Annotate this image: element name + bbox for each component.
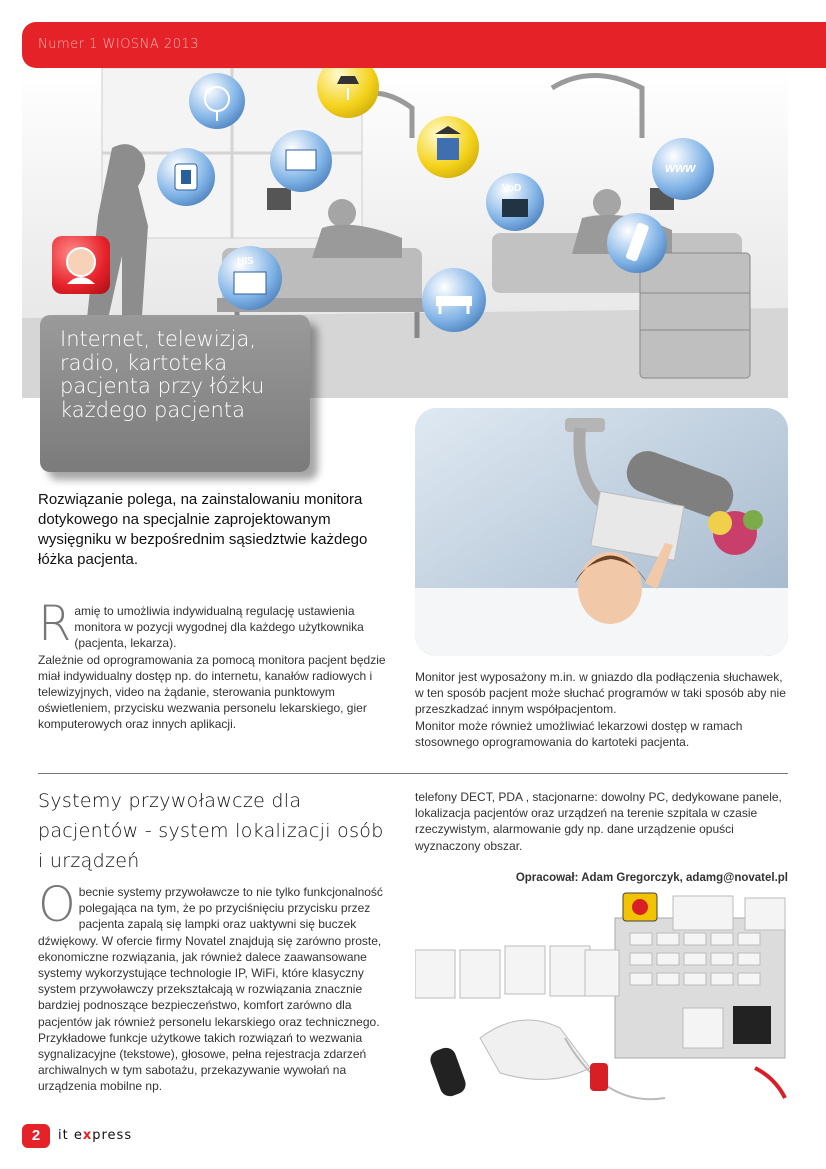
author-credit: Opracował: Adam Gregorczyk, adamg@novatel.pl xyxy=(515,872,788,884)
nurse-call-icon xyxy=(52,236,110,294)
www-icon xyxy=(652,138,714,200)
monitor-icon xyxy=(270,130,332,192)
section-title: Systemy przywoławcze dla pacjentów - system lokalizacji osób i urządzeń xyxy=(38,790,384,872)
lead-paragraph: Rozwiązanie polega, na zainstalowaniu monitora dotykowego na specjalnie zaprojektowanym wysięgniku w bezpośrednim sąsiedztwie każdego łóżka pacjenta. xyxy=(38,491,368,568)
dropcap-2: O xyxy=(38,877,76,933)
www-icon-label: www xyxy=(665,160,696,175)
body-text-1-para2: Zależnie od oprogramowania za pomocą monitora pacjent będzie miał indywidualny dostęp np. do internetu, kanałów radiowych i telewizyjnych, video na żądanie, sterowania punktowym oświetleniem, przycisku wezwania personelu lekarskiego, gier komputerowych oraz innych aplikacji. xyxy=(38,652,386,732)
phone-icon xyxy=(157,148,215,206)
body-text-1-para1: amię to umożliwia indywidualną regulację ustawienia monitora w pozycji wygodnej dla każdego użytkownika (pacjenta, lekarza). xyxy=(74,604,364,651)
photo-caption xyxy=(415,669,790,750)
light-icon xyxy=(417,116,479,178)
issue-label: Numer 1 WIOSNA 2013 xyxy=(38,37,200,52)
caption-para2: Monitor może również umożliwiać lekarzowi dostęp w ramach stosownego oprogramowania do kartoteki pacjenta. xyxy=(415,718,743,749)
brand-part-1: it e xyxy=(58,1128,83,1143)
his-icon xyxy=(218,246,282,310)
his-icon-label: HIS xyxy=(237,256,254,267)
caption-para1: Monitor jest wyposażony m.in. w gniazdo dla podłączenia słuchawek, w ten sposób pacjent może słuchać programów w taki sposób aby nie przeszkadzać innym współpacjentom. xyxy=(415,670,786,717)
body-text-1 xyxy=(38,596,388,733)
nurse-call-devices-photo xyxy=(415,888,788,1118)
fan-icon xyxy=(189,73,245,129)
lamp-icon xyxy=(317,68,379,118)
body-text-2 xyxy=(38,877,390,1095)
body-text-2-content: becnie systemy przywoławcze to nie tylko funkcjonalność polegająca na tym, że po przyciśnięciu przycisku przez pacjenta zapalą się lampki oraz uaktywni się buczek dźwiękowy. W ofercie firmy Novatel znajdują się zarówno proste, ekonomiczne rozwiązania, jak również dalece zaawansowane systemy wykorzystujące technologie IP, WiFi, które klasyczny system przywoławczy przekształcają w rozwiązania znacznie bardziej podnoszące bezpieczeństwo, komfort zarówno dla pacjentów jak również personelu lekarskiego oraz technicznego. Przykładowe funkcje użytkowe takich rozwiązań to wezwania sygnalizacyjne (tekstowe), głosowe, pełna rejestracja zdarzeń archiwalnych w tym sabotażu, przekazywanie wywołań na urządzenia mobilne np. xyxy=(38,885,383,1094)
body-text-2-continued: telefony DECT, PDA , stacjonarne: dowolny PC, dedykowane panele, lokalizacja pacjentów oraz urządzeń na terenie szpitala w czasie rzeczywistym, alarmowanie gdy np. dane urządzenie opuści wyznaczony obszar. xyxy=(415,790,782,853)
magazine-brand xyxy=(58,1128,132,1143)
section-divider xyxy=(38,773,788,774)
patient-monitor-photo xyxy=(415,408,788,656)
vod-icon xyxy=(486,173,544,231)
bed-icon xyxy=(422,268,486,332)
vod-icon-label: VoD xyxy=(502,183,522,194)
page-number: 2 xyxy=(22,1124,50,1148)
brand-part-2: press xyxy=(92,1128,133,1143)
headline: Internet, telewizja, radio, kartoteka pacjenta przy łóżku każdego pacjenta xyxy=(60,327,265,422)
dropcap: R xyxy=(38,596,72,652)
brand-x: x xyxy=(82,1128,93,1143)
remote-icon xyxy=(607,213,667,273)
